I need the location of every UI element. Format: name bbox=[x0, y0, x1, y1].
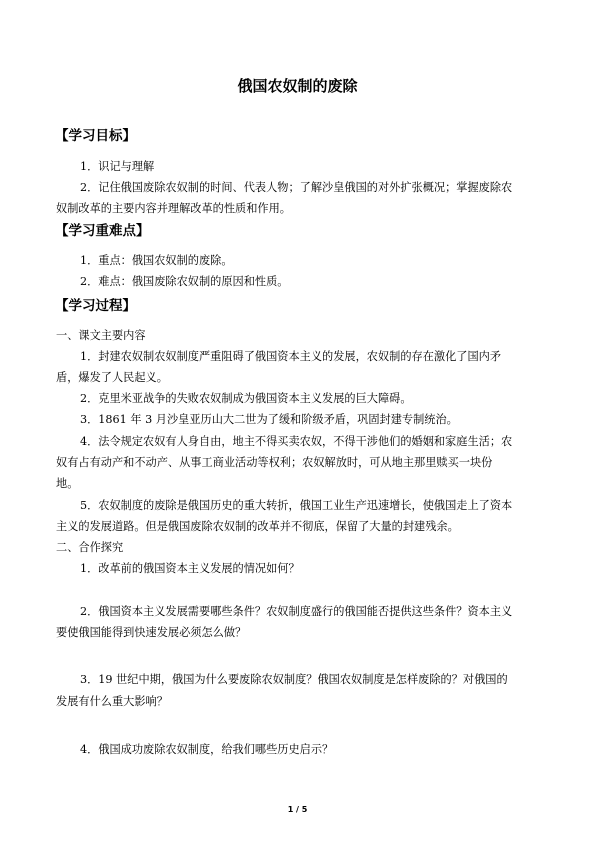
goal-item-1: 1．识记与理解 bbox=[80, 160, 155, 173]
part1-item-5-cont: 主义的发展道路。但是俄国废除农奴制的改革并不彻底，保留了大量的封建残余。 bbox=[56, 520, 459, 533]
part1-item-3: 3．1861 年 3 月沙皇亚历山大二世为了缓和阶级矛盾，巩固封建专制统治。 bbox=[80, 413, 458, 426]
part1-item-2: 2．克里米亚战争的失败农奴制成为俄国资本主义发展的巨大障碍。 bbox=[80, 392, 412, 405]
part1-item-4-cont-1: 奴有占有动产和不动产、从事工商业活动等权利；农奴解放时，可从地主那里赎买一块份 bbox=[56, 456, 493, 469]
goal-item-2: 2．记住俄国废除农奴制的时间、代表人物；了解沙皇俄国的对外扩张概况；掌握废除农 bbox=[80, 181, 513, 194]
keypoint-item-1: 1．重点：俄国农奴制的废除。 bbox=[80, 254, 233, 267]
goal-item-2-cont: 奴制改革的主要内容并理解改革的性质和作用。 bbox=[56, 202, 291, 215]
part1-item-1: 1．封建农奴制农奴制度严重阻碍了俄国资本主义的发展，农奴制的存在激化了国内矛 bbox=[80, 350, 502, 363]
part2-question-3: 3．19 世纪中期，俄国为什么要废除农奴制度？俄国农奴制度是怎样废除的？对俄国的 bbox=[80, 673, 508, 686]
part1-item-4-cont-2: 地。 bbox=[56, 477, 79, 490]
section-heading-goals: 【学习目标】 bbox=[55, 128, 136, 144]
part2-question-2: 2．俄国资本主义发展需要哪些条件？农奴制度盛行的俄国能否提供这些条件？资本主义 bbox=[80, 605, 513, 618]
part2-question-1: 1．改革前的俄国资本主义发展的情况如何？ bbox=[80, 562, 300, 575]
part2-question-3-cont: 发展有什么重大影响？ bbox=[56, 695, 168, 708]
part2-title: 二、合作探究 bbox=[56, 541, 124, 554]
part1-item-1-cont: 盾，爆发了人民起义。 bbox=[56, 371, 168, 384]
part1-item-4: 4．法令规定农奴有人身自由，地主不得买卖农奴，不得干涉他们的婚姻和家庭生活；农 bbox=[80, 435, 513, 448]
keypoint-item-2: 2．难点：俄国废除农奴制的原因和性质。 bbox=[80, 275, 289, 288]
section-heading-keypoints: 【学习重难点】 bbox=[55, 223, 150, 239]
part1-item-5: 5．农奴制度的废除是俄国历史的重大转折，俄国工业生产迅速增长，使俄国走上了资本 bbox=[80, 499, 513, 512]
page-number: 1 / 5 bbox=[287, 805, 308, 814]
section-heading-process: 【学习过程】 bbox=[55, 298, 136, 314]
part1-title: 一、课文主要内容 bbox=[56, 329, 146, 342]
part2-question-2-cont: 要使俄国能得到快速发展必须怎么做？ bbox=[56, 626, 247, 639]
page-title: 俄国农奴制的废除 bbox=[237, 77, 358, 95]
part2-question-4: 4．俄国成功废除农奴制度，给我们哪些历史启示？ bbox=[80, 743, 334, 756]
